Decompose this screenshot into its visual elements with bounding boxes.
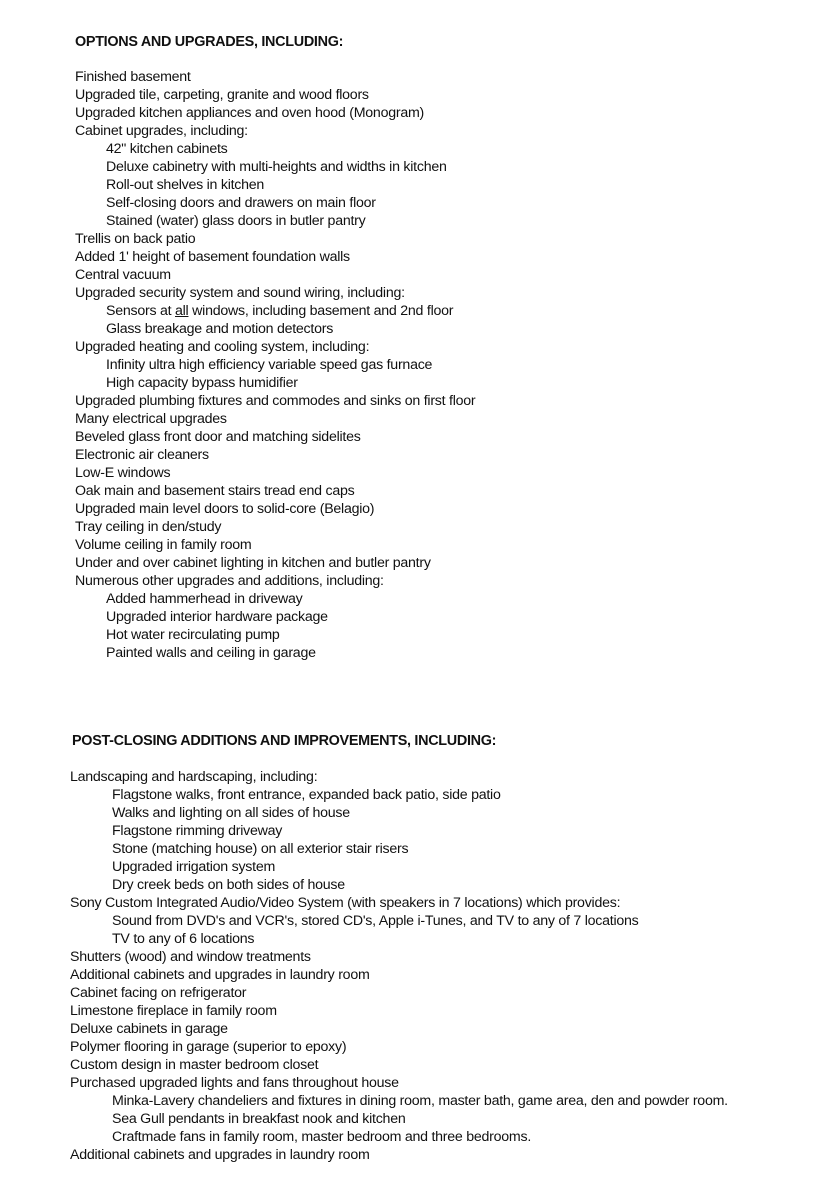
list-item: Flagstone rimming driveway xyxy=(112,823,283,839)
list-item: Low-E windows xyxy=(75,465,171,481)
list-item: Beveled glass front door and matching sidelites xyxy=(75,429,361,445)
list-item: Numerous other upgrades and additions, including: xyxy=(75,573,384,589)
list-item: Custom design in master bedroom closet xyxy=(70,1057,319,1073)
list-item: Added 1' height of basement foundation walls xyxy=(75,249,350,265)
list-item: Upgraded interior hardware package xyxy=(106,609,328,625)
list-item: Landscaping and hardscaping, including: xyxy=(70,769,318,785)
list-item: Oak main and basement stairs tread end caps xyxy=(75,483,355,499)
list-item: Upgraded heating and cooling system, including: xyxy=(75,339,370,355)
options-list xyxy=(75,68,475,662)
list-item: Electronic air cleaners xyxy=(75,447,209,463)
list-item: Upgraded irrigation system xyxy=(112,859,276,875)
list-item: Cabinet upgrades, including: xyxy=(75,123,248,139)
list-item: Stone (matching house) on all exterior stair risers xyxy=(112,841,409,857)
list-item: Glass breakage and motion detectors xyxy=(106,321,334,337)
list-item: Trellis on back patio xyxy=(75,231,196,247)
list-item xyxy=(75,302,475,320)
list-item: Upgraded tile, carpeting, granite and wood floors xyxy=(75,87,369,103)
list-item: Roll-out shelves in kitchen xyxy=(106,177,265,193)
list-item: Self-closing doors and drawers on main floor xyxy=(106,195,376,211)
section-heading-post-closing: POST-CLOSING ADDITIONS AND IMPROVEMENTS, INCLUDING: xyxy=(72,733,497,749)
list-item: Deluxe cabinetry with multi-heights and widths in kitchen xyxy=(106,159,447,175)
list-item: Shutters (wood) and window treatments xyxy=(70,949,311,965)
list-item: Infinity ultra high efficiency variable speed gas furnace xyxy=(106,357,433,373)
list-item: Sea Gull pendants in breakfast nook and kitchen xyxy=(112,1111,406,1127)
list-item: Cabinet facing on refrigerator xyxy=(70,985,247,1001)
list-item: 42" kitchen cabinets xyxy=(106,141,228,157)
list-item: TV to any of 6 locations xyxy=(112,931,255,947)
list-item: Deluxe cabinets in garage xyxy=(70,1021,228,1037)
list-item: Sound from DVD's and VCR's, stored CD's, Apple i-Tunes, and TV to any of 7 locations xyxy=(112,913,639,929)
list-item: Upgraded kitchen appliances and oven hood (Monogram) xyxy=(75,105,425,121)
list-item: Upgraded security system and sound wiring, including: xyxy=(75,285,405,301)
list-item-text-prefix: Sensors at xyxy=(106,303,176,319)
list-item: Limestone fireplace in family room xyxy=(70,1003,277,1019)
list-item: Added hammerhead in driveway xyxy=(106,591,303,607)
list-item: Stained (water) glass doors in butler pantry xyxy=(106,213,366,229)
list-item: Under and over cabinet lighting in kitchen and butler pantry xyxy=(75,555,431,571)
list-item: Many electrical upgrades xyxy=(75,411,227,427)
list-item: Walks and lighting on all sides of house xyxy=(112,805,350,821)
list-item: Upgraded main level doors to solid-core (Belagio) xyxy=(75,501,375,517)
list-item: Polymer flooring in garage (superior to epoxy) xyxy=(70,1039,347,1055)
list-item: Sony Custom Integrated Audio/Video System (with speakers in 7 locations) which provides: xyxy=(70,895,621,911)
list-item: Tray ceiling in den/study xyxy=(75,519,222,535)
list-item: Additional cabinets and upgrades in laundry room xyxy=(70,967,370,983)
list-item: Craftmade fans in family room, master bedroom and three bedrooms. xyxy=(112,1129,532,1145)
list-item-text: windows, including basement and 2nd floor xyxy=(192,303,454,319)
list-item: Dry creek beds on both sides of house xyxy=(112,877,345,893)
list-item: Minka-Lavery chandeliers and fixtures in dining room, master bath, game area, den and powder room. xyxy=(112,1093,728,1109)
list-item-emphasis: all xyxy=(175,303,189,319)
list-item: Finished basement xyxy=(75,69,191,85)
list-item: Volume ceiling in family room xyxy=(75,537,252,553)
list-item: Upgraded plumbing fixtures and commodes and sinks on first floor xyxy=(75,393,476,409)
section-heading-options: OPTIONS AND UPGRADES, INCLUDING: xyxy=(75,34,344,50)
list-item: Hot water recirculating pump xyxy=(106,627,280,643)
list-item: Central vacuum xyxy=(75,267,171,283)
list-item: Flagstone walks, front entrance, expanded back patio, side patio xyxy=(112,787,501,803)
list-item: Painted walls and ceiling in garage xyxy=(106,645,316,661)
list-item: Purchased upgraded lights and fans throughout house xyxy=(70,1075,399,1091)
list-item: High capacity bypass humidifier xyxy=(106,375,298,391)
post-closing-list xyxy=(70,768,728,1164)
list-item: Additional cabinets and upgrades in laundry room xyxy=(70,1147,370,1163)
